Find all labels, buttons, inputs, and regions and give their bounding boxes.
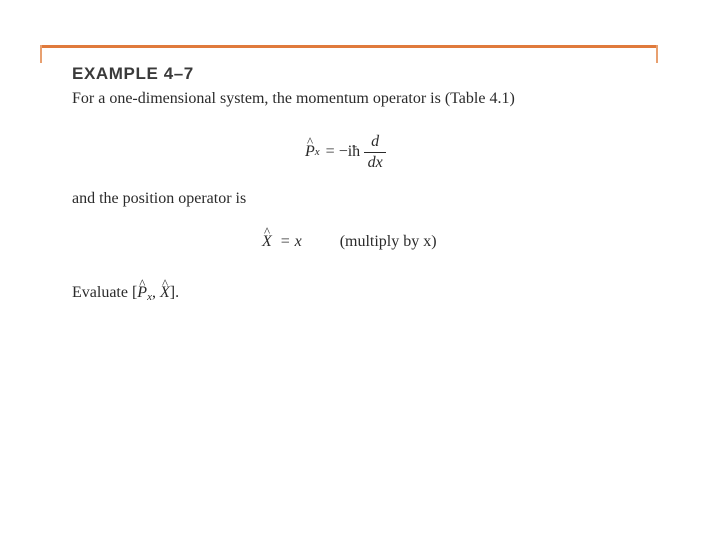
momentum-subscript: x — [314, 146, 320, 158]
example-heading: EXAMPLE 4–7 — [72, 64, 194, 83]
evaluate-momentum-symbol: ^ P — [137, 283, 147, 303]
fraction-denominator: dx — [367, 153, 383, 171]
right-frame-tick — [656, 45, 658, 63]
evaluate-text — [72, 283, 179, 307]
position-rhs: = x — [279, 233, 302, 250]
left-frame-tick — [40, 45, 42, 63]
position-intro-text: and the position operator is — [72, 190, 247, 207]
momentum-equation — [305, 130, 386, 174]
fraction-numerator: d — [371, 132, 380, 150]
evaluate-separator: , — [151, 284, 160, 301]
top-accent-rule — [40, 45, 658, 48]
intro-text: For a one-dimensional system, the momentum operator is (Table 4.1) — [72, 90, 515, 107]
derivative-fraction — [364, 133, 386, 172]
evaluate-momentum-subscript: x — [147, 291, 152, 303]
evaluate-prefix: Evaluate [ — [72, 284, 138, 301]
momentum-rhs: = −iħ — [325, 143, 361, 160]
position-equation — [262, 233, 437, 251]
position-note: (multiply by x) — [339, 233, 437, 250]
evaluate-suffix: ]. — [169, 284, 180, 301]
momentum-operator-symbol: ^ P — [305, 143, 315, 161]
evaluate-position-symbol: ^ X — [160, 283, 170, 303]
fraction-bar — [364, 152, 386, 153]
position-operator-symbol: ^ X — [262, 233, 272, 251]
